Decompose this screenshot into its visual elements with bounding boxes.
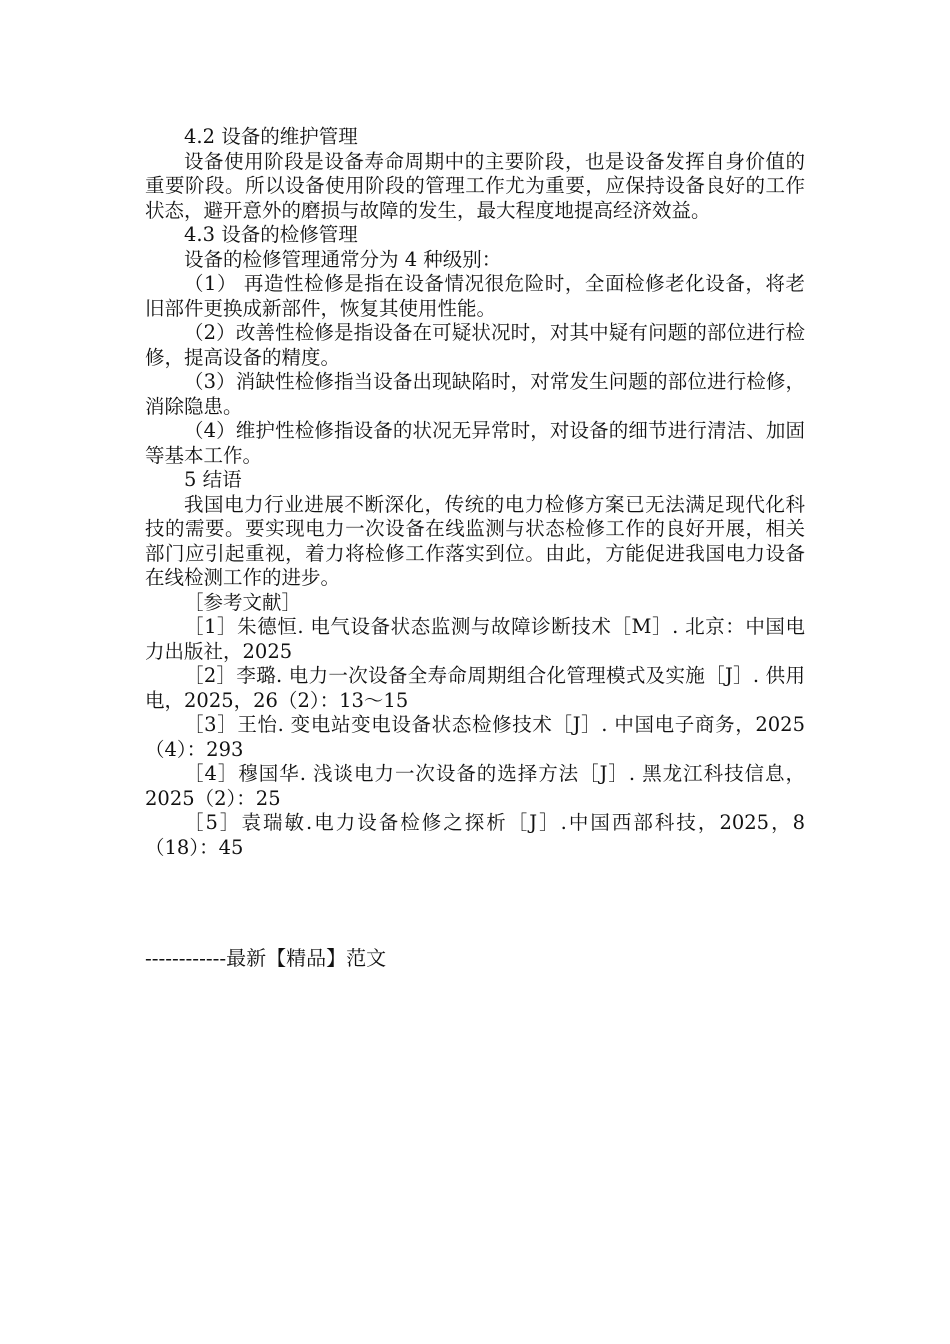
reference-item: ［2］李璐. 电力一次设备全寿命周期组合化管理模式及实施［J］. 供用电，2025，26（2）：13～15	[145, 664, 805, 712]
section-5-paragraph: 我国电力行业进展不断深化，传统的电力检修方案已无法满足现代化科技的需要。要实现电力一次设备在线监测与状态检修工作的良好开展，相关部门应引起重视，着力将检修工作落实到位。由此，方能促进我国电力设备在线检测工作的进步。	[145, 492, 805, 589]
reference-item: ［5］袁瑞敏.电力设备检修之探析［J］.中国西部科技，2025，8（18）：45	[145, 811, 805, 859]
section-4-2-heading: 4.2 设备的维护管理	[184, 125, 358, 148]
maintenance-level-item: （2）改善性检修是指设备在可疑状况时，对其中疑有问题的部位进行检修，提高设备的精度。	[145, 321, 805, 369]
reference-item: ［1］朱德恒. 电气设备状态监测与故障诊断技术［M］. 北京：中国电力出版社，2025	[145, 615, 805, 663]
document-body	[145, 125, 805, 860]
maintenance-level-item: （1） 再造性检修是指在设备情况很危险时，全面检修老化设备，将老旧部件更换成新部件，恢复其使用性能。	[145, 272, 805, 320]
maintenance-level-item: （3）消缺性检修指当设备出现缺陷时，对常发生问题的部位进行检修，消除隐患。	[145, 370, 805, 418]
section-4-3-intro: 设备的检修管理通常分为 4 种级别：	[184, 247, 502, 271]
footer-tagline: ------------最新【精品】范文	[145, 946, 387, 970]
maintenance-level-item: （4）维护性检修指设备的状况无异常时，对设备的细节进行清洁、加固等基本工作。	[145, 419, 805, 467]
section-5-heading: 5 结语	[184, 468, 242, 491]
reference-item: ［3］王怡. 变电站变电设备状态检修技术［J］. 中国电子商务，2025（4）：293	[145, 713, 805, 761]
section-4-3-heading: 4.3 设备的检修管理	[184, 223, 358, 246]
section-4-2-paragraph: 设备使用阶段是设备寿命周期中的主要阶段，也是设备发挥自身价值的重要阶段。所以设备使用阶段的管理工作尤为重要，应保持设备良好的工作状态，避开意外的磨损与故障的发生，最大程度地提高经济效益。	[145, 149, 805, 222]
references-heading: ［参考文献］	[184, 590, 302, 614]
reference-item: ［4］穆国华. 浅谈电力一次设备的选择方法［J］. 黑龙江科技信息，2025（2）：25	[145, 762, 805, 810]
